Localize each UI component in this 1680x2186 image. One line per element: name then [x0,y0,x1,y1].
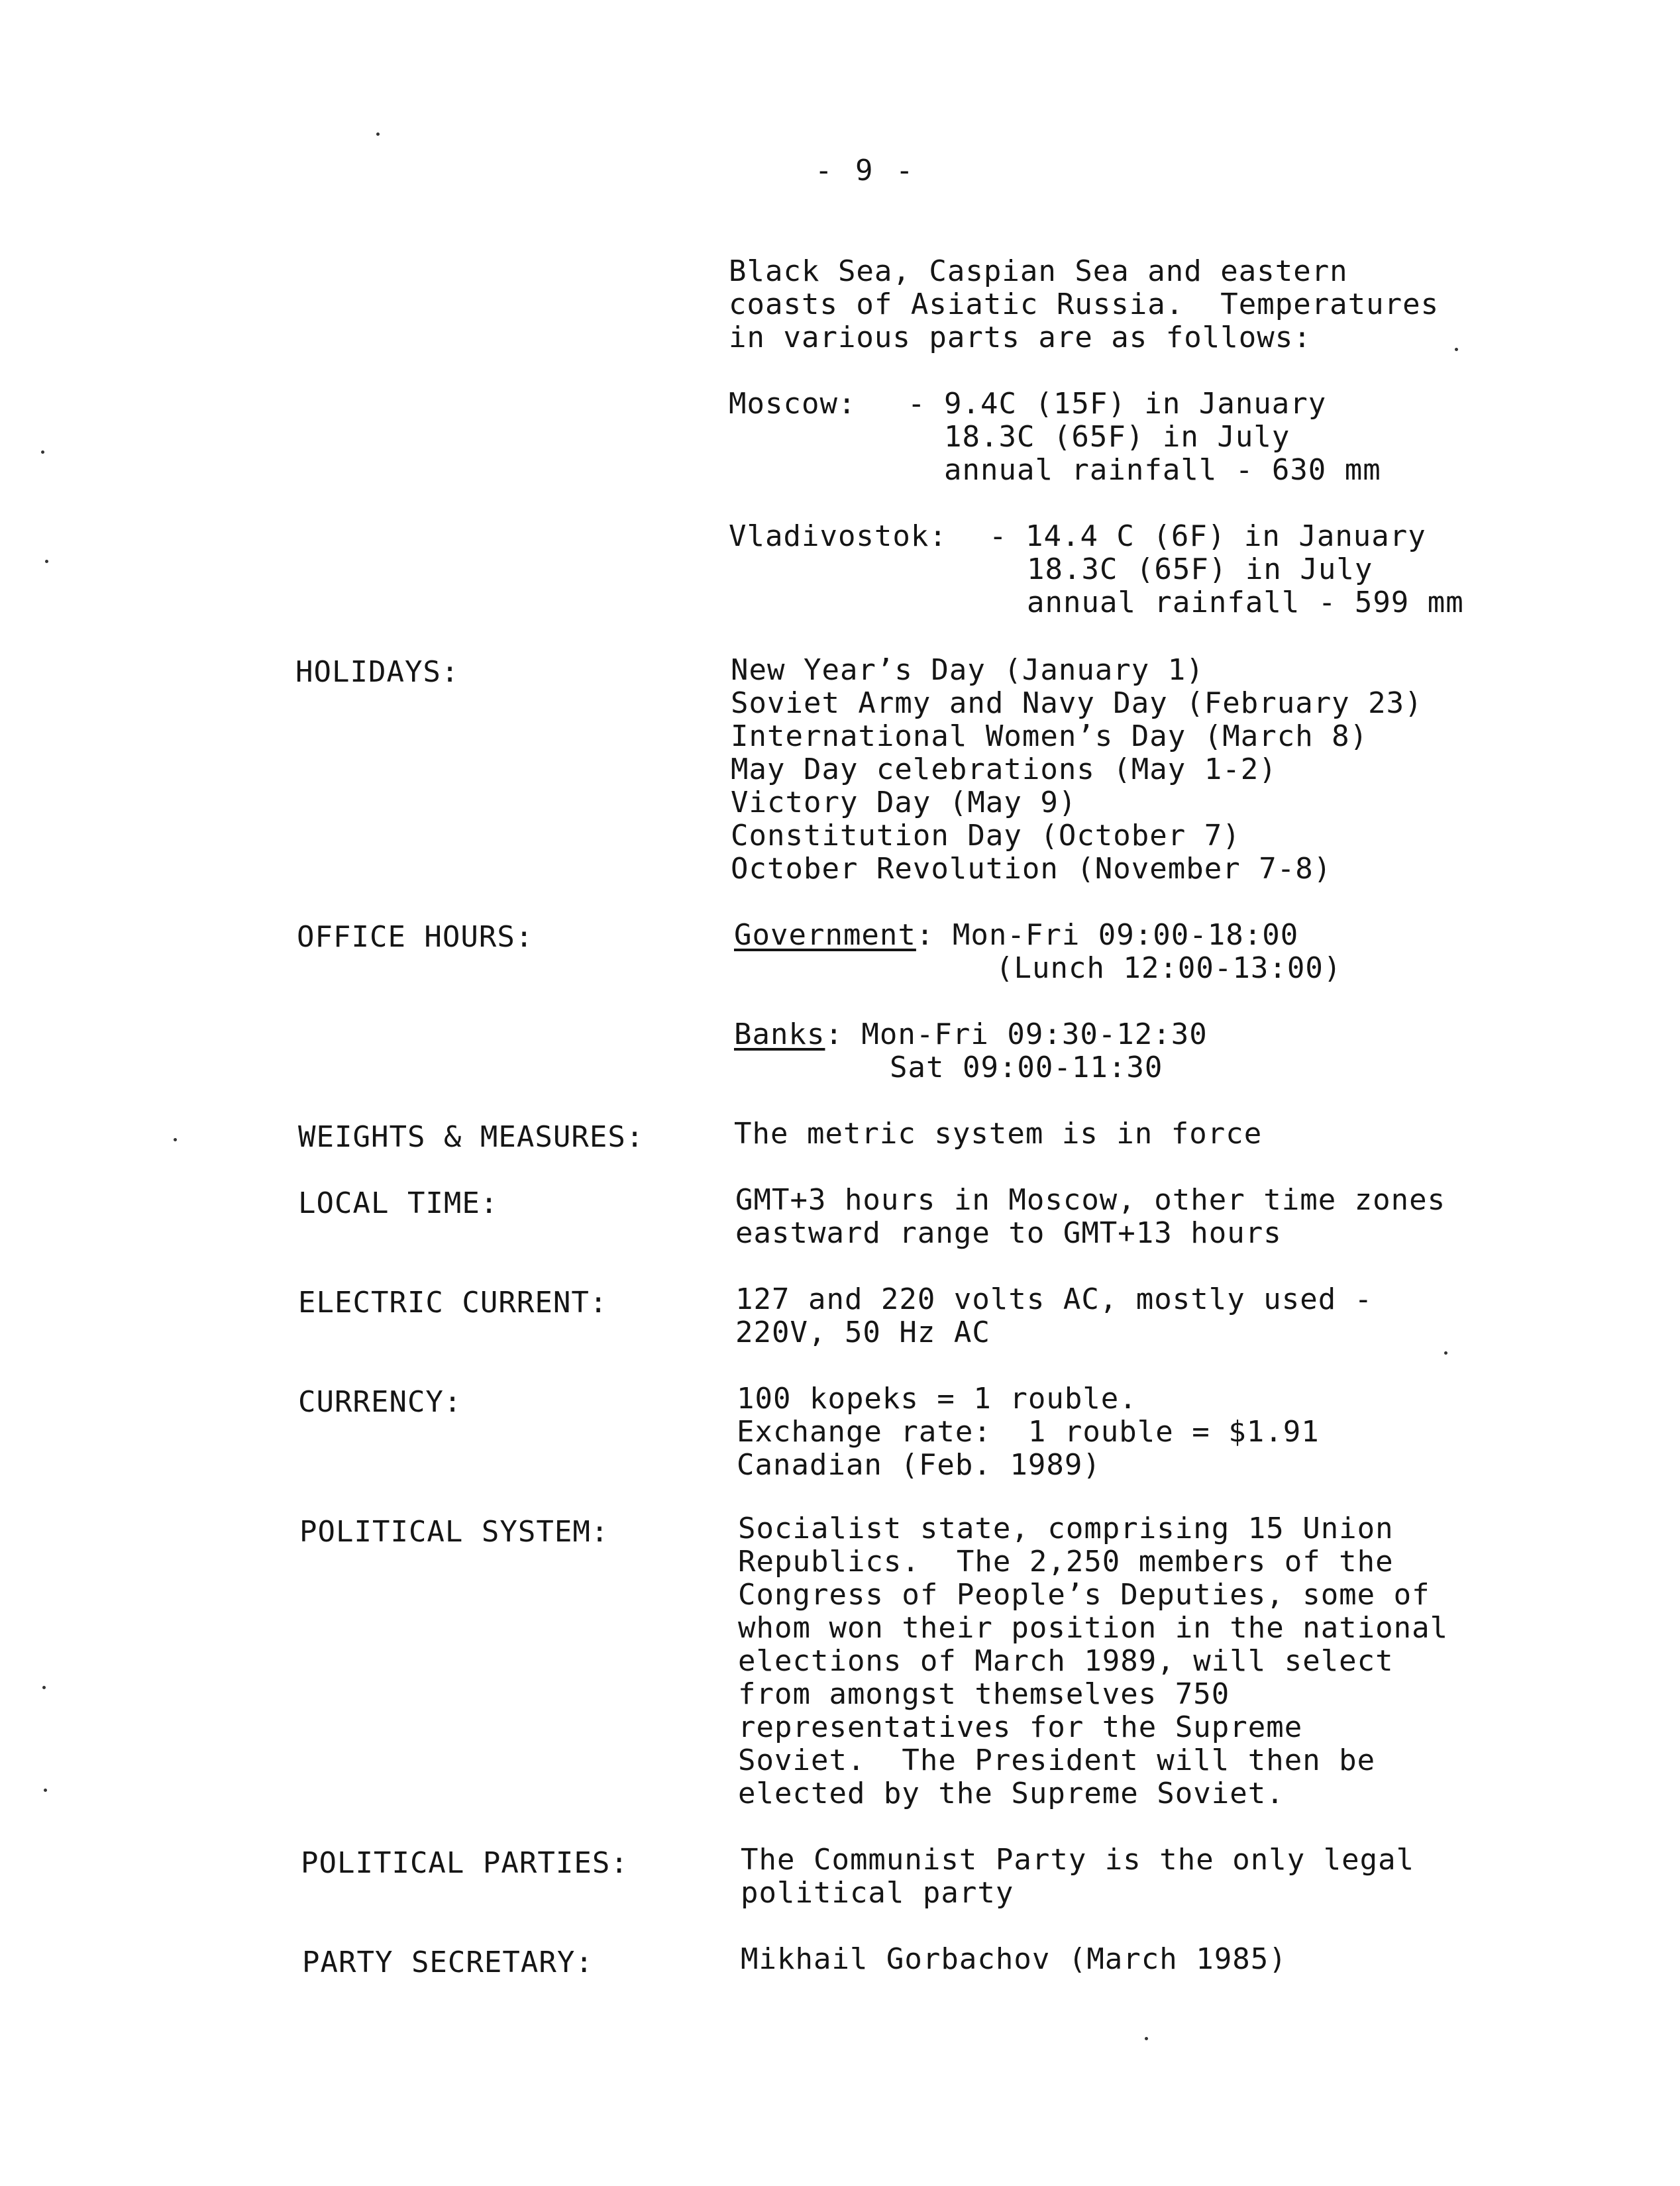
government-hours [734,919,1298,952]
moscow-label: Moscow: [729,387,857,421]
currency-line: 100 kopeks = 1 rouble. [737,1382,1137,1416]
weights-label: WEIGHTS & MEASURES: [298,1120,645,1154]
holiday-item: Constitution Day (October 7) [731,819,1241,853]
electric-line: 127 and 220 volts AC, mostly used - [735,1282,1373,1316]
banks-label: Banks [734,1017,825,1051]
holiday-item: Soviet Army and Navy Day (February 23) [731,686,1423,720]
electric-label: ELECTRIC CURRENT: [298,1286,608,1320]
banks-hours [734,1018,1208,1051]
holiday-item: October Revolution (November 7-8) [731,852,1332,886]
political-system-line: elections of March 1989, will select [738,1644,1394,1678]
party-secretary-line: Mikhail Gorbachov (March 1985) [741,1942,1287,1976]
party-secretary-label: PARTY SECRETARY: [302,1946,594,1979]
scan-speck [1145,2037,1148,2040]
political-system-line: Socialist state, comprising 15 Union [738,1512,1394,1545]
weights-line: The metric system is in force [734,1117,1263,1151]
moscow-line: 18.3C (65F) in July [944,420,1290,454]
banks-hours-line: : Mon-Fri 09:30-12:30 [825,1017,1208,1051]
electric-line: 220V, 50 Hz AC [735,1316,990,1349]
vladivostok-label: Vladivostok: [729,519,947,553]
currency-label: CURRENCY: [298,1385,462,1419]
scan-speck [1455,348,1458,351]
scan-speck [41,450,44,454]
scan-speck [1444,1351,1447,1355]
banks-saturday-line: Sat 09:00-11:30 [890,1051,1163,1084]
moscow-line: - 9.4C (15F) in January [908,387,1327,421]
scan-speck [376,132,380,136]
holiday-item: New Year’s Day (January 1) [731,653,1204,687]
political-system-line: Soviet. The President will then be [738,1744,1376,1777]
climate-intro-line: coasts of Asiatic Russia. Temperatures [729,287,1440,321]
political-system-line: Congress of People’s Deputies, some of [738,1578,1430,1612]
local-time-line: GMT+3 hours in Moscow, other time zones [735,1183,1446,1217]
local-time-line: eastward range to GMT+13 hours [735,1216,1282,1250]
vladivostok-line: annual rainfall - 599 mm [1027,586,1464,619]
holiday-item: Victory Day (May 9) [731,786,1077,819]
government-lunch-line: (Lunch 12:00-13:00) [996,951,1342,985]
political-system-line: elected by the Supreme Soviet. [738,1777,1285,1810]
moscow-line: annual rainfall - 630 mm [944,453,1381,487]
vladivostok-line: 18.3C (65F) in July [1027,552,1373,586]
holiday-item: May Day celebrations (May 1-2) [731,753,1277,786]
holiday-item: International Women’s Day (March 8) [731,719,1369,753]
scan-speck [45,560,48,563]
political-parties-label: POLITICAL PARTIES: [301,1846,629,1880]
political-system-line: from amongst themselves 750 [738,1677,1230,1711]
scan-speck [42,1686,46,1689]
local-time-label: LOCAL TIME: [298,1186,499,1220]
government-label: Government [734,918,916,952]
currency-line: Exchange rate: 1 rouble = $1.91 [737,1415,1320,1449]
holidays-label: HOLIDAYS: [295,655,460,689]
political-system-line: whom won their position in the national [738,1611,1449,1645]
government-hours-line: : Mon-Fri 09:00-18:00 [916,918,1299,952]
currency-line: Canadian (Feb. 1989) [737,1448,1101,1482]
climate-intro-line: in various parts are as follows: [729,321,1312,354]
political-system-label: POLITICAL SYSTEM: [299,1515,609,1549]
office-hours-label: OFFICE HOURS: [297,920,534,954]
climate-intro-line: Black Sea, Caspian Sea and eastern [729,254,1348,288]
vladivostok-line: - 14.4 C (6F) in January [989,519,1426,553]
political-parties-line: The Communist Party is the only legal [741,1843,1415,1877]
political-parties-line: political party [741,1876,1014,1910]
political-system-line: representatives for the Supreme [738,1710,1303,1744]
political-system-line: Republics. The 2,250 members of the [738,1545,1394,1579]
scan-speck [44,1789,47,1792]
scan-speck [174,1138,177,1141]
page-number: - 9 - [815,154,916,187]
